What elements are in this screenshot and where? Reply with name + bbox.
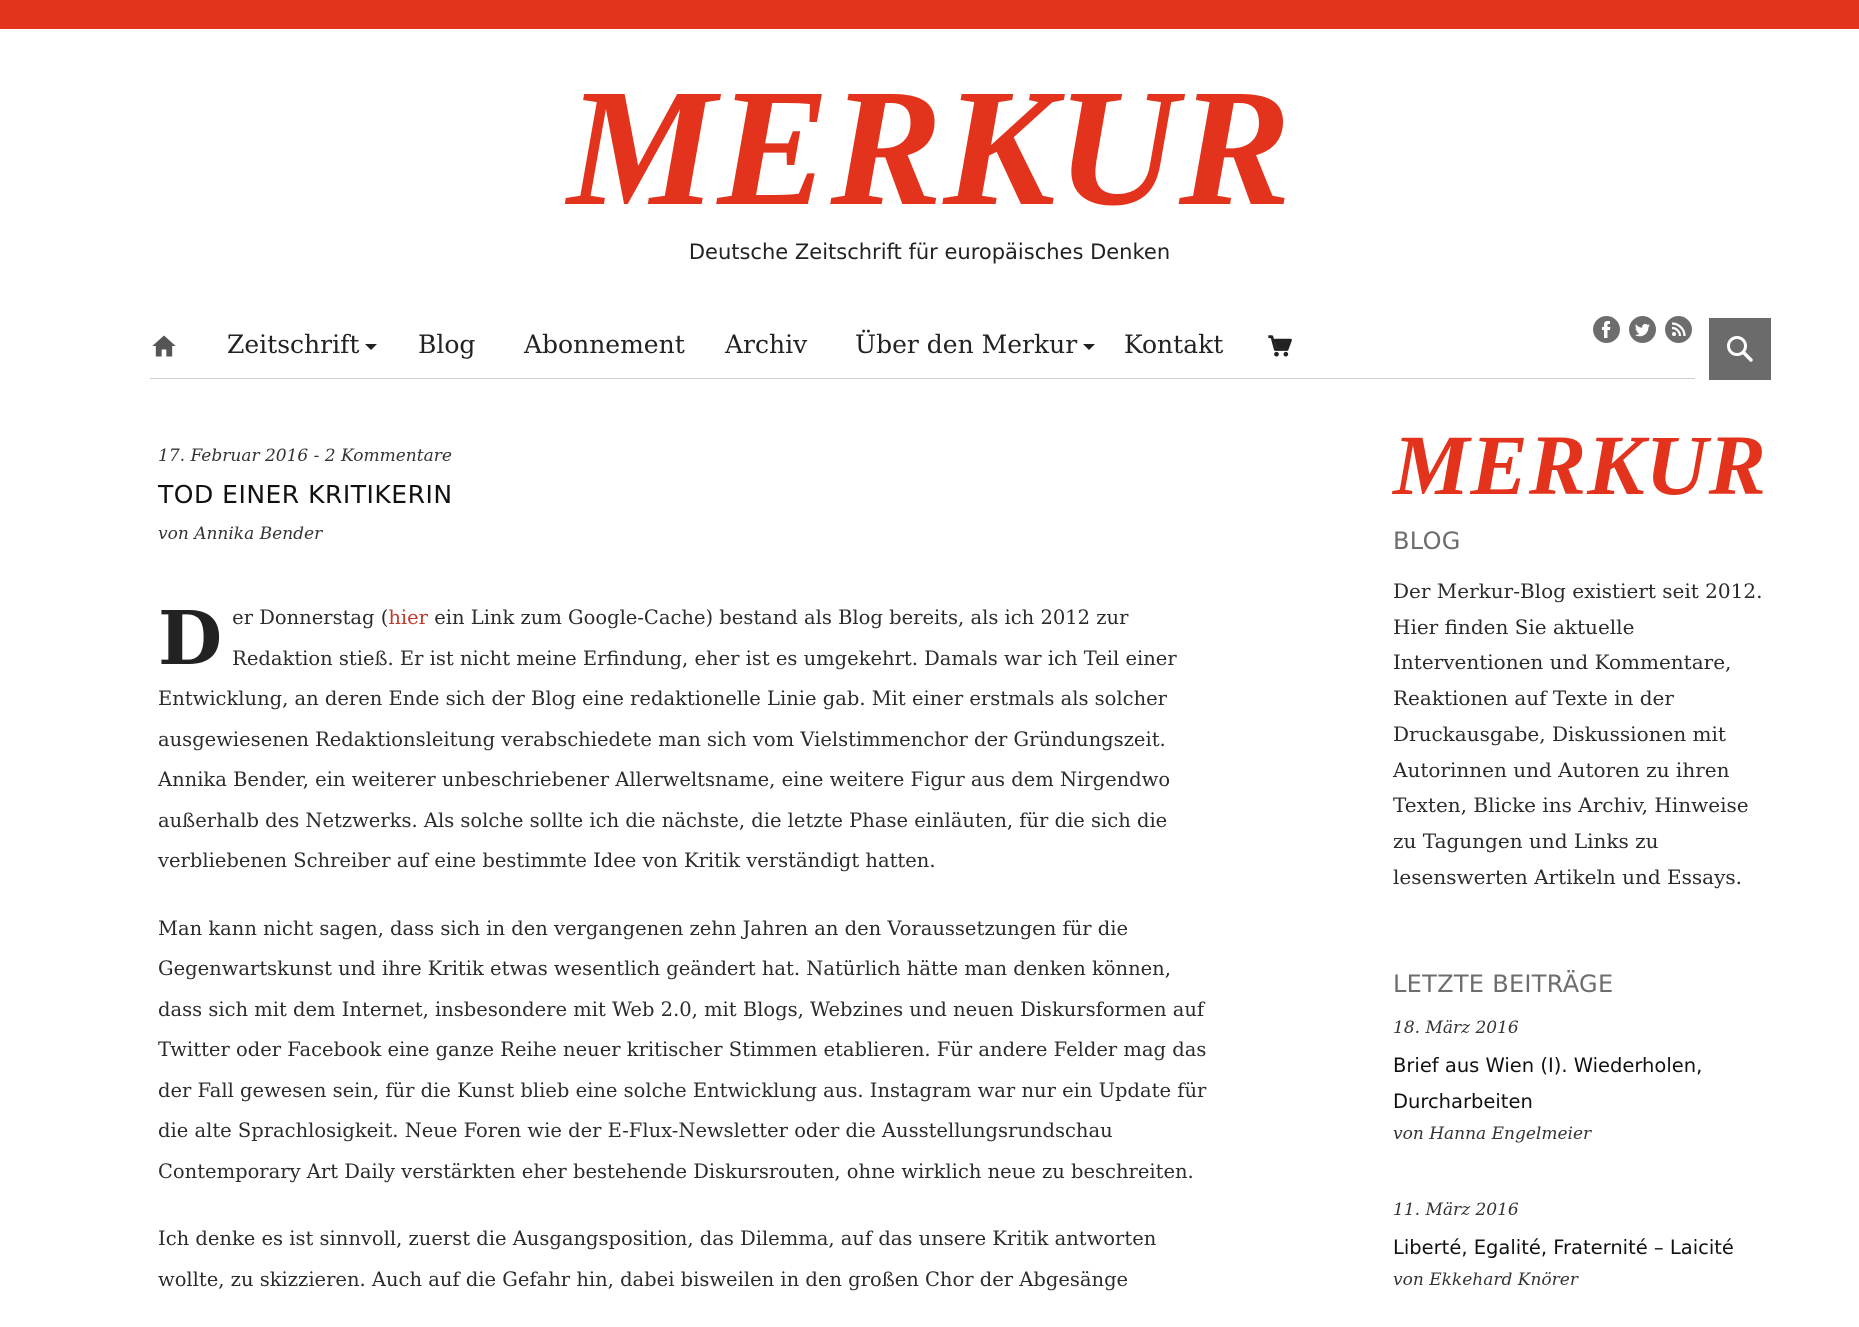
post-author: von Hanna Engelmeier bbox=[1393, 1124, 1592, 1144]
drop-cap: D bbox=[158, 596, 223, 682]
post-author: von Ekkehard Knörer bbox=[1393, 1270, 1578, 1290]
home-icon[interactable] bbox=[150, 332, 178, 360]
recent-post bbox=[1393, 1018, 1773, 1144]
nav-divider bbox=[150, 378, 1695, 379]
sidebar-blog-text: Der Merkur-Blog existiert seit 2012. Hier finden Sie aktuelle Interventionen und Kommentare, Reaktionen auf Texte in der Druckausgabe, Diskussionen mit Autorinnen und Autoren zu ihren Texten, Blicke ins Archiv, Hinweise zu Tagungen und Links zu lesenswerten Artikeln und Essays. bbox=[1393, 579, 1763, 889]
twitter-icon[interactable] bbox=[1629, 316, 1656, 343]
search-icon bbox=[1724, 333, 1756, 365]
nav-item-archiv[interactable]: Archiv bbox=[725, 330, 808, 359]
search-button[interactable] bbox=[1709, 318, 1771, 380]
google-cache-link[interactable]: hier bbox=[388, 606, 429, 629]
rss-icon[interactable] bbox=[1665, 316, 1692, 343]
article-byline: von Annika Bender bbox=[158, 524, 323, 544]
nav-item-zeitschrift[interactable]: Zeitschrift bbox=[227, 330, 377, 359]
article-paragraph: Ich denke es ist sinnvoll, zuerst die Ausgangsposition, das Dilemma, auf das unsere Kritik antworten wollte, zu skizzieren. Auch auf die Gefahr hin, dabei bisweilen in den großen Chor der Abgesänge bbox=[158, 1227, 1157, 1291]
nav-item-ueber-den-merkur[interactable]: Über den Merkur bbox=[855, 330, 1095, 359]
post-date: 11. März 2016 bbox=[1393, 1200, 1519, 1220]
nav-item-kontakt[interactable]: Kontakt bbox=[1124, 330, 1224, 359]
site-tagline: Deutsche Zeitschrift für europäisches Denken bbox=[688, 240, 1171, 264]
article-meta: 17. Februar 2016 - 2 Kommentare bbox=[158, 446, 452, 466]
nav-item-abonnement[interactable]: Abonnement bbox=[524, 330, 685, 359]
chevron-down-icon bbox=[1083, 344, 1095, 350]
post-date: 18. März 2016 bbox=[1393, 1018, 1519, 1038]
cart-icon[interactable] bbox=[1266, 332, 1294, 360]
article-paragraph: Man kann nicht sagen, dass sich in den vergangenen zehn Jahren an den Voraussetzungen für die Gegenwartskunst und ihre Kritik etwas wesentlich geändert hat. Natürlich hätte man denken können, dass sich mit dem Internet, insbesondere mit Web 2.0, mit Blogs, Webzines und neuen Diskursformen auf Twitter oder Facebook eine ganze Reihe neuer kritischer Stimmen etablieren. Für andere Felder mag das der Fall gewesen sein, für die Kunst blieb eine solche Entwicklung aus. Instagram war nur ein Update für die alte Sprachlosigkeit. Neue Foren wie der E-Flux-Newsletter oder die Ausstellungsrundschau Contemporary Art Daily verstärkten eher bestehende Diskursrouten, ohne wirklich neue zu beschreiten. bbox=[158, 916, 1207, 1183]
sidebar-recent-heading: LETZTE BEITRÄGE bbox=[1393, 970, 1614, 998]
top-accent-bar bbox=[0, 0, 1859, 29]
post-title[interactable]: Brief aus Wien (I). Wiederholen, Durcharbeiten bbox=[1393, 1054, 1703, 1113]
article-paragraph: Der Donnerstag (hier ein Link zum Google-Cache) bestand als Blog bereits, als ich 2012 zur Redaktion stieß. Er ist nicht meine Erfindung, eher ist es umgekehrt. Damals war ich Teil einer Entwicklung, an deren Ende sich der Blog eine redaktionelle Linie gab. Mit einer erstmals als solcher ausgewiesenen Redaktionsleitung verabschiedete man sich vom Vielstimmenchor der Gründungszeit. Annika Bender, ein weiterer unbeschriebener Allerweltsname, eine weitere Figur aus dem Nirgendwo außerhalb des Netzwerks. Als solche sollte ich die nächste, die letzte Phase einläuten, für die sich die verbliebenen Schreiber auf eine bestimmte Idee von Kritik verständigt hatten. bbox=[158, 596, 1177, 872]
facebook-icon[interactable] bbox=[1593, 316, 1620, 343]
chevron-down-icon bbox=[365, 344, 377, 350]
article-body bbox=[158, 598, 1218, 1327]
article-title[interactable]: TOD EINER KRITIKERIN bbox=[158, 480, 453, 509]
site-logo[interactable]: MERKUR bbox=[567, 55, 1292, 241]
nav-item-blog[interactable]: Blog bbox=[418, 330, 476, 359]
recent-post bbox=[1393, 1200, 1773, 1290]
sidebar-blog-heading: BLOG bbox=[1393, 527, 1461, 555]
post-title[interactable]: Liberté, Egalité, Fraternité – Laicité bbox=[1393, 1236, 1734, 1259]
main-nav bbox=[150, 324, 1695, 380]
sidebar-logo: MERKUR bbox=[1393, 417, 1768, 513]
